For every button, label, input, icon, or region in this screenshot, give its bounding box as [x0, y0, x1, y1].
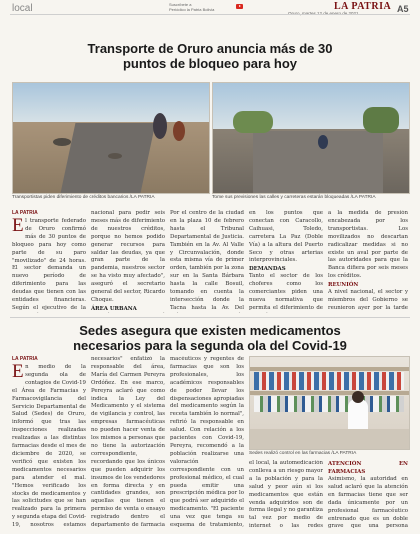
header-rule [10, 14, 410, 15]
section-label: local [12, 3, 33, 14]
story2-text: Asimismo, la autoridad en salud aclaró que la atención en farmacias tiene que ser dada únicamente por un profesional farmacéutico entrenado que es un doble grave que una persona [328, 476, 408, 530]
youtube-icon[interactable] [236, 4, 243, 9]
story1-column-2 [91, 210, 165, 313]
story1-subhead: DEMANDAS [249, 266, 286, 273]
youtube-promo-line: Suscríbete a [169, 2, 192, 7]
story1-subhead: REUNIÓN [328, 282, 359, 289]
story1-caption-left: Transportistas piden diferimiento de créditos bancarios /LA PATRIA [12, 195, 155, 200]
youtube-promo[interactable] [169, 2, 227, 12]
page-number: A5 [397, 4, 409, 14]
story2-column-4 [249, 460, 323, 530]
story1-subhead: ÁREA URBANA [91, 305, 137, 312]
story1-caption-right: Tome sus previsiones las calles y carreteras estarán bloqueadas /LA PATRIA [212, 195, 376, 200]
story2-text: el local, la automedicación conlleva a un riesgo mayor a la población y para la salud y peor aún si los medicamentos que están venda adquiridos son de forma ilegal y no garantiza tal vez por medio de internet o las redes [249, 460, 323, 530]
story1-text: en los puntos que conectan con Caracollo, Caihuasi, Toledo, carretera La Paz (Doble Vía) a la altura del Puerto Seco y otras arterias interprovinciales. [249, 210, 323, 264]
story1-headline: Transporte de Oruro anuncia más de 30 puntos de bloqueo para hoy [87, 41, 333, 71]
story2-column-3 [170, 356, 244, 530]
story1-byline: LA PATRIA [12, 210, 38, 216]
story1-text: A nivel nacional, el sector y miembros del Gobierno se reunieron ayer por la tarde [328, 289, 408, 311]
story2-caption: Sedes realizó control en las farmacias /LA PATRIA [249, 451, 357, 456]
story1-column-5 [328, 210, 408, 313]
story2-byline: LA PATRIA [12, 356, 38, 362]
story1-photo-right [212, 82, 410, 194]
story2-headline: Sedes asegura que existen medicamentos necesarios para la segunda ola del Covid-19 [73, 323, 347, 353]
story1-column-1 [12, 218, 86, 313]
story-divider [10, 317, 410, 318]
story2-column-2 [91, 356, 165, 530]
story2-photo [249, 356, 410, 450]
story2-column-5 [328, 460, 408, 530]
story1-text: Por el centro de la ciudad en la plaza 10 de febrero hasta el Tribunal Departamental de Justicia. También en la Av. Al Valle y Circunvalación, donde esta misma vía de primer orden, también por la zona sur en la Santa Bárbara hasta la calle Bosuil, tomando en cuenta la intersección donde la Tacna hasta la Av. Del [170, 210, 244, 311]
story1-text: l transporte federado de Oruro confirmó más de 30 puntos de bloqueo para hoy como parte de su paro "movilizado" de 24 horas. El sector demanda un nuevo período de diferimiento para las deudas que tienen con las entidades financieras. Según el ejecutivo de la [12, 218, 86, 311]
story2-text: necesarios" enfatizó la responsable del área, María del Carmen Pereyra Ordóñez. En ese marco, Pereyra aclaró que como indica la Ley del Medicamento y el sistema de vigilancia y control, las empresas farmacéuticas no pueden hacer venta de los mismos a personas que no tiene la autorización correspondiente, recordando que los únicos que pueden adquirir los insumos de los vendedores en forma directa y en cantidades grandes, son aquellas que tienen el permiso de venta o ensayo registrado dentro el departamento de farmacia [91, 356, 165, 529]
story1-text: a la medida de presión encabezada por los transportistas. Los movilizados no descartan radicalizar medidas si no existe un aval por parte de las autoridades para que la Banca difiera por seis meses los créditos. [328, 210, 408, 280]
story1-text: nacional para pedir seis meses más de diferimiento de nuestros créditos, porque no hemos podido generar recursos para saldar las deudas, ya que gran parte de la pandemia, nuestros sector se ha visto muy afectado", aseguró el secretario general del sector, Ricardo Choque. [91, 210, 165, 303]
youtube-promo-line: Periódico la Patria Bolivia [169, 7, 215, 12]
story1-photo-left [12, 82, 210, 194]
story2-column-1 [12, 364, 86, 530]
story2-text: n medio de la segunda ola de contagios de Covid-19 el Área de Farmacias y Farmacovigilancia del Servicio Departamental de Salud (Sedes) de Oruro, informó que tras las inspecciones realizadas realizadas a las distintas farmacias desde el mes de diciembre de 2020, se verificó que existen los medicamentos necesarios para atender el mal. "Hemos verificado los stocks de medicamentos y las solicitudes que se han realizado para la primera y segunda etapa del Covid-19, nosotros estamos [12, 364, 86, 529]
story2-dropcap: E [12, 364, 24, 382]
story1-dropcap: E [12, 218, 24, 236]
story1-column-4 [249, 210, 323, 313]
masthead: LA PATRIA [334, 1, 392, 12]
story1-text: Tanto el sector de los choferes como los comerciantes piden una nueva normativa que permita el diferimiento de [249, 273, 323, 311]
story2-text: macéuticos y regentes de farmacias que son los profesionales, los académicos responsables de poder llevar los dispensaciones apropiadas del medicamento según la receta también lo normal", refirió la responsable en salud. Con relación a los pacientes con Covid-19, Pereyra, recomendó a la población realizarse una valoración correspondiente con un profesional médico, el cual pueda emitir una prescripción médica por lo que podrá ser adquirido el medicamento. "El paciente una vez que tenga su esquema de tratamiento, [170, 356, 244, 529]
story2-subhead: ATENCIÓN EN FARMACIAS [328, 461, 408, 475]
story1-column-3 [170, 210, 244, 313]
